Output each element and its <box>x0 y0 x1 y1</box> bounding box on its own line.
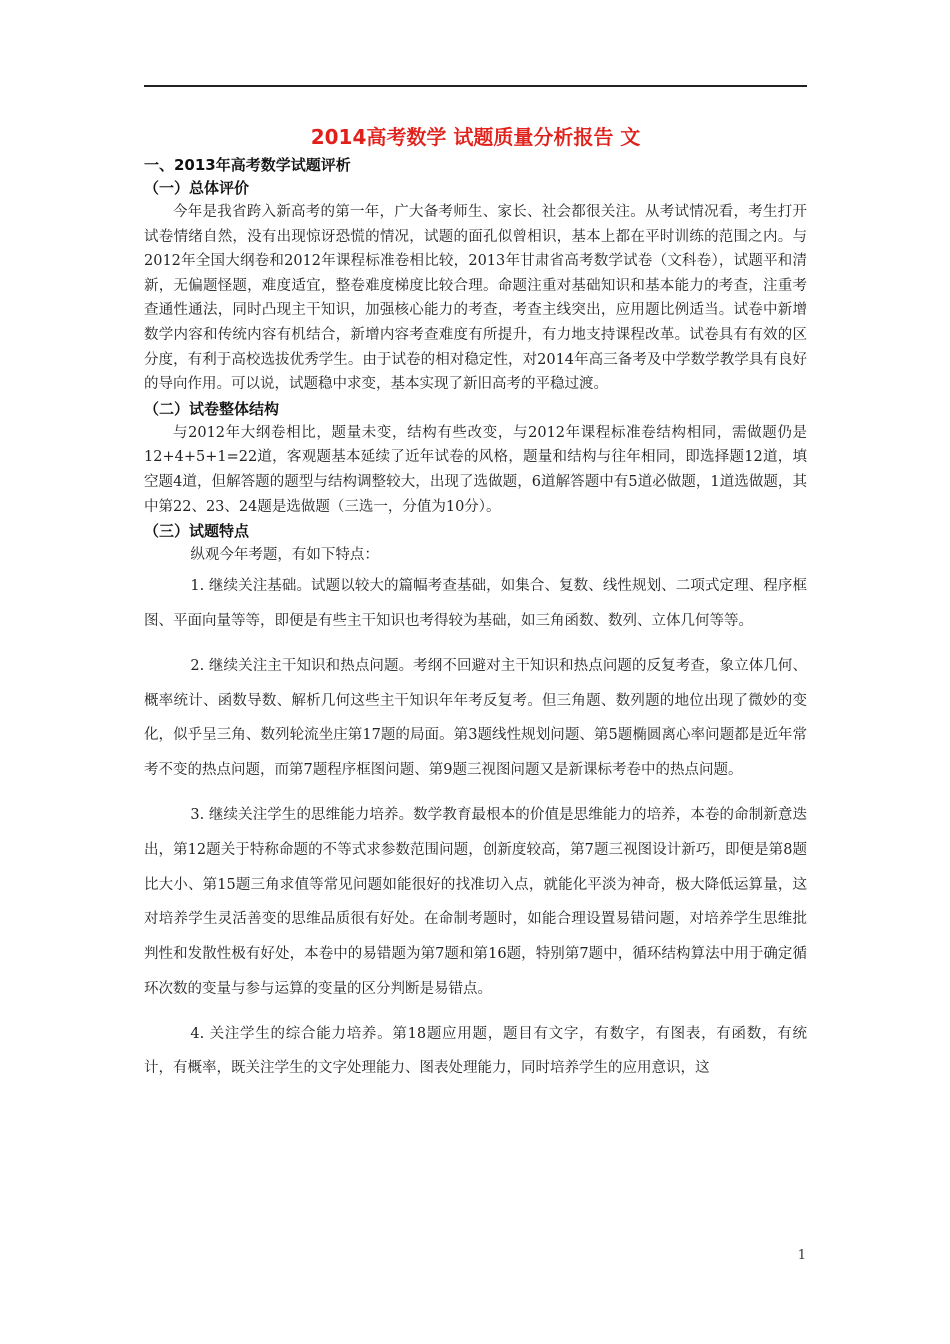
feature-point-1: 1. 继续关注基础。试题以较大的篇幅考查基础，如集合、复数、线性规划、二项式定理、程序框图、平面向量等等，即便是有些主干知识也考得较为基础，如三角函数、数列、立体几何等等。 <box>144 578 807 629</box>
paragraph-structure: 与2012年大纲卷相比，题量未变，结构有些改变，与2012年课程标准卷结构相同，需做题仍是12+4+5+1=22道，客观题基本延续了近年试卷的风格，题量和结构与往年相同，即选择题12道，填空题4道，但解答题的题型与结构调整较大，出现了选做题，6道解答题中有5道必做题，1道选做题，其中第22、23、24题是选做题（三选一，分值为10分）。 <box>144 424 807 515</box>
subsection-heading-overall: （一）总体评价 <box>144 179 250 197</box>
header-rule <box>144 85 807 87</box>
page-number: 1 <box>797 1248 806 1263</box>
feature-point-2: 2. 继续关注主干知识和热点问题。考纲不回避对主干知识和热点问题的反复考查，象立体几何、概率统计、函数导数、解析几何这些主干知识年年考反复考。但三角题、数列题的地位出现了微妙的变化，似乎呈三角、数列轮流坐庄第17题的局面。第3题线性规划问题、第5题椭圆离心率问题都是近年常考不变的热点问题，而第7题程序框图问题、第9题三视图问题又是新课标考卷中的热点问题。 <box>144 657 807 779</box>
subsection-heading-structure: （二）试卷整体结构 <box>144 399 280 418</box>
paragraph-overall-evaluation: 今年是我省跨入新高考的第一年，广大备考师生、家长、社会都很关注。从考试情况看，考生打开试卷情绪自然，没有出现惊讶恐慌的情况，试题的面孔似曾相识，基本上都在平时训练的范围之内。与2012年全国大纲卷和2012年课程标准卷相比较，2013年甘肃省高考数学试卷（文科卷），试题平和清新，无偏题怪题，难度适宜，整卷难度梯度比较合理。命题注重对基础知识和基本能力的考查，注重考查通性通法，同时凸现主干知识，加强核心能力的考查，考查主线突出，应用题比例适当。试卷中新增数学内容和传统内容有机结合，新增内容考查难度有所提升，有力地支持课程改革。试卷具有有效的区分度，有利于高校选拔优秀学生。由于试卷的相对稳定性，对2014年高三备考及中学数学教学具有良好的导向作用。可以说，试题稳中求变，基本实现了新旧高考的平稳过渡。 <box>144 204 807 393</box>
document-title: 2014高考数学 试题质量分析报告 文 <box>310 125 641 149</box>
document-body <box>144 120 807 1086</box>
feature-point-3: 3. 继续关注学生的思维能力培养。数学教育最根本的价值是思维能力的培养，本卷的命制新意迭出，第12题关于特称命题的不等式求参数范围问题，创新度较高，第7题三视图设计新巧，即便是第8题比大小、第15题三角求值等常见问题如能很好的找准切入点，就能化平淡为神奇，极大降低运算量，这对培养学生灵活善变的思维品质很有好处。在命制考题时，如能合理设置易错问题，对培养学生思维批判性和发散性极有好处，本卷中的易错题为第7题和第16题，特别第7题中，循环结构算法中用于确定循环次数的变量与参与运算的变量的区分判断是易错点。 <box>144 806 807 997</box>
feature-point-4: 4. 关注学生的综合能力培养。第18题应用题，题目有文字，有数字，有图表，有函数，有统计，有概率，既关注学生的文字处理能力、图表处理能力，同时培养学生的应用意识，这 <box>144 1025 807 1077</box>
paragraph-features-intro: 纵观今年考题，有如下特点： <box>190 547 379 564</box>
subsection-heading-features: （三）试题特点 <box>144 522 250 541</box>
section-heading-1: 一、2013年高考数学试题评析 <box>144 156 351 174</box>
